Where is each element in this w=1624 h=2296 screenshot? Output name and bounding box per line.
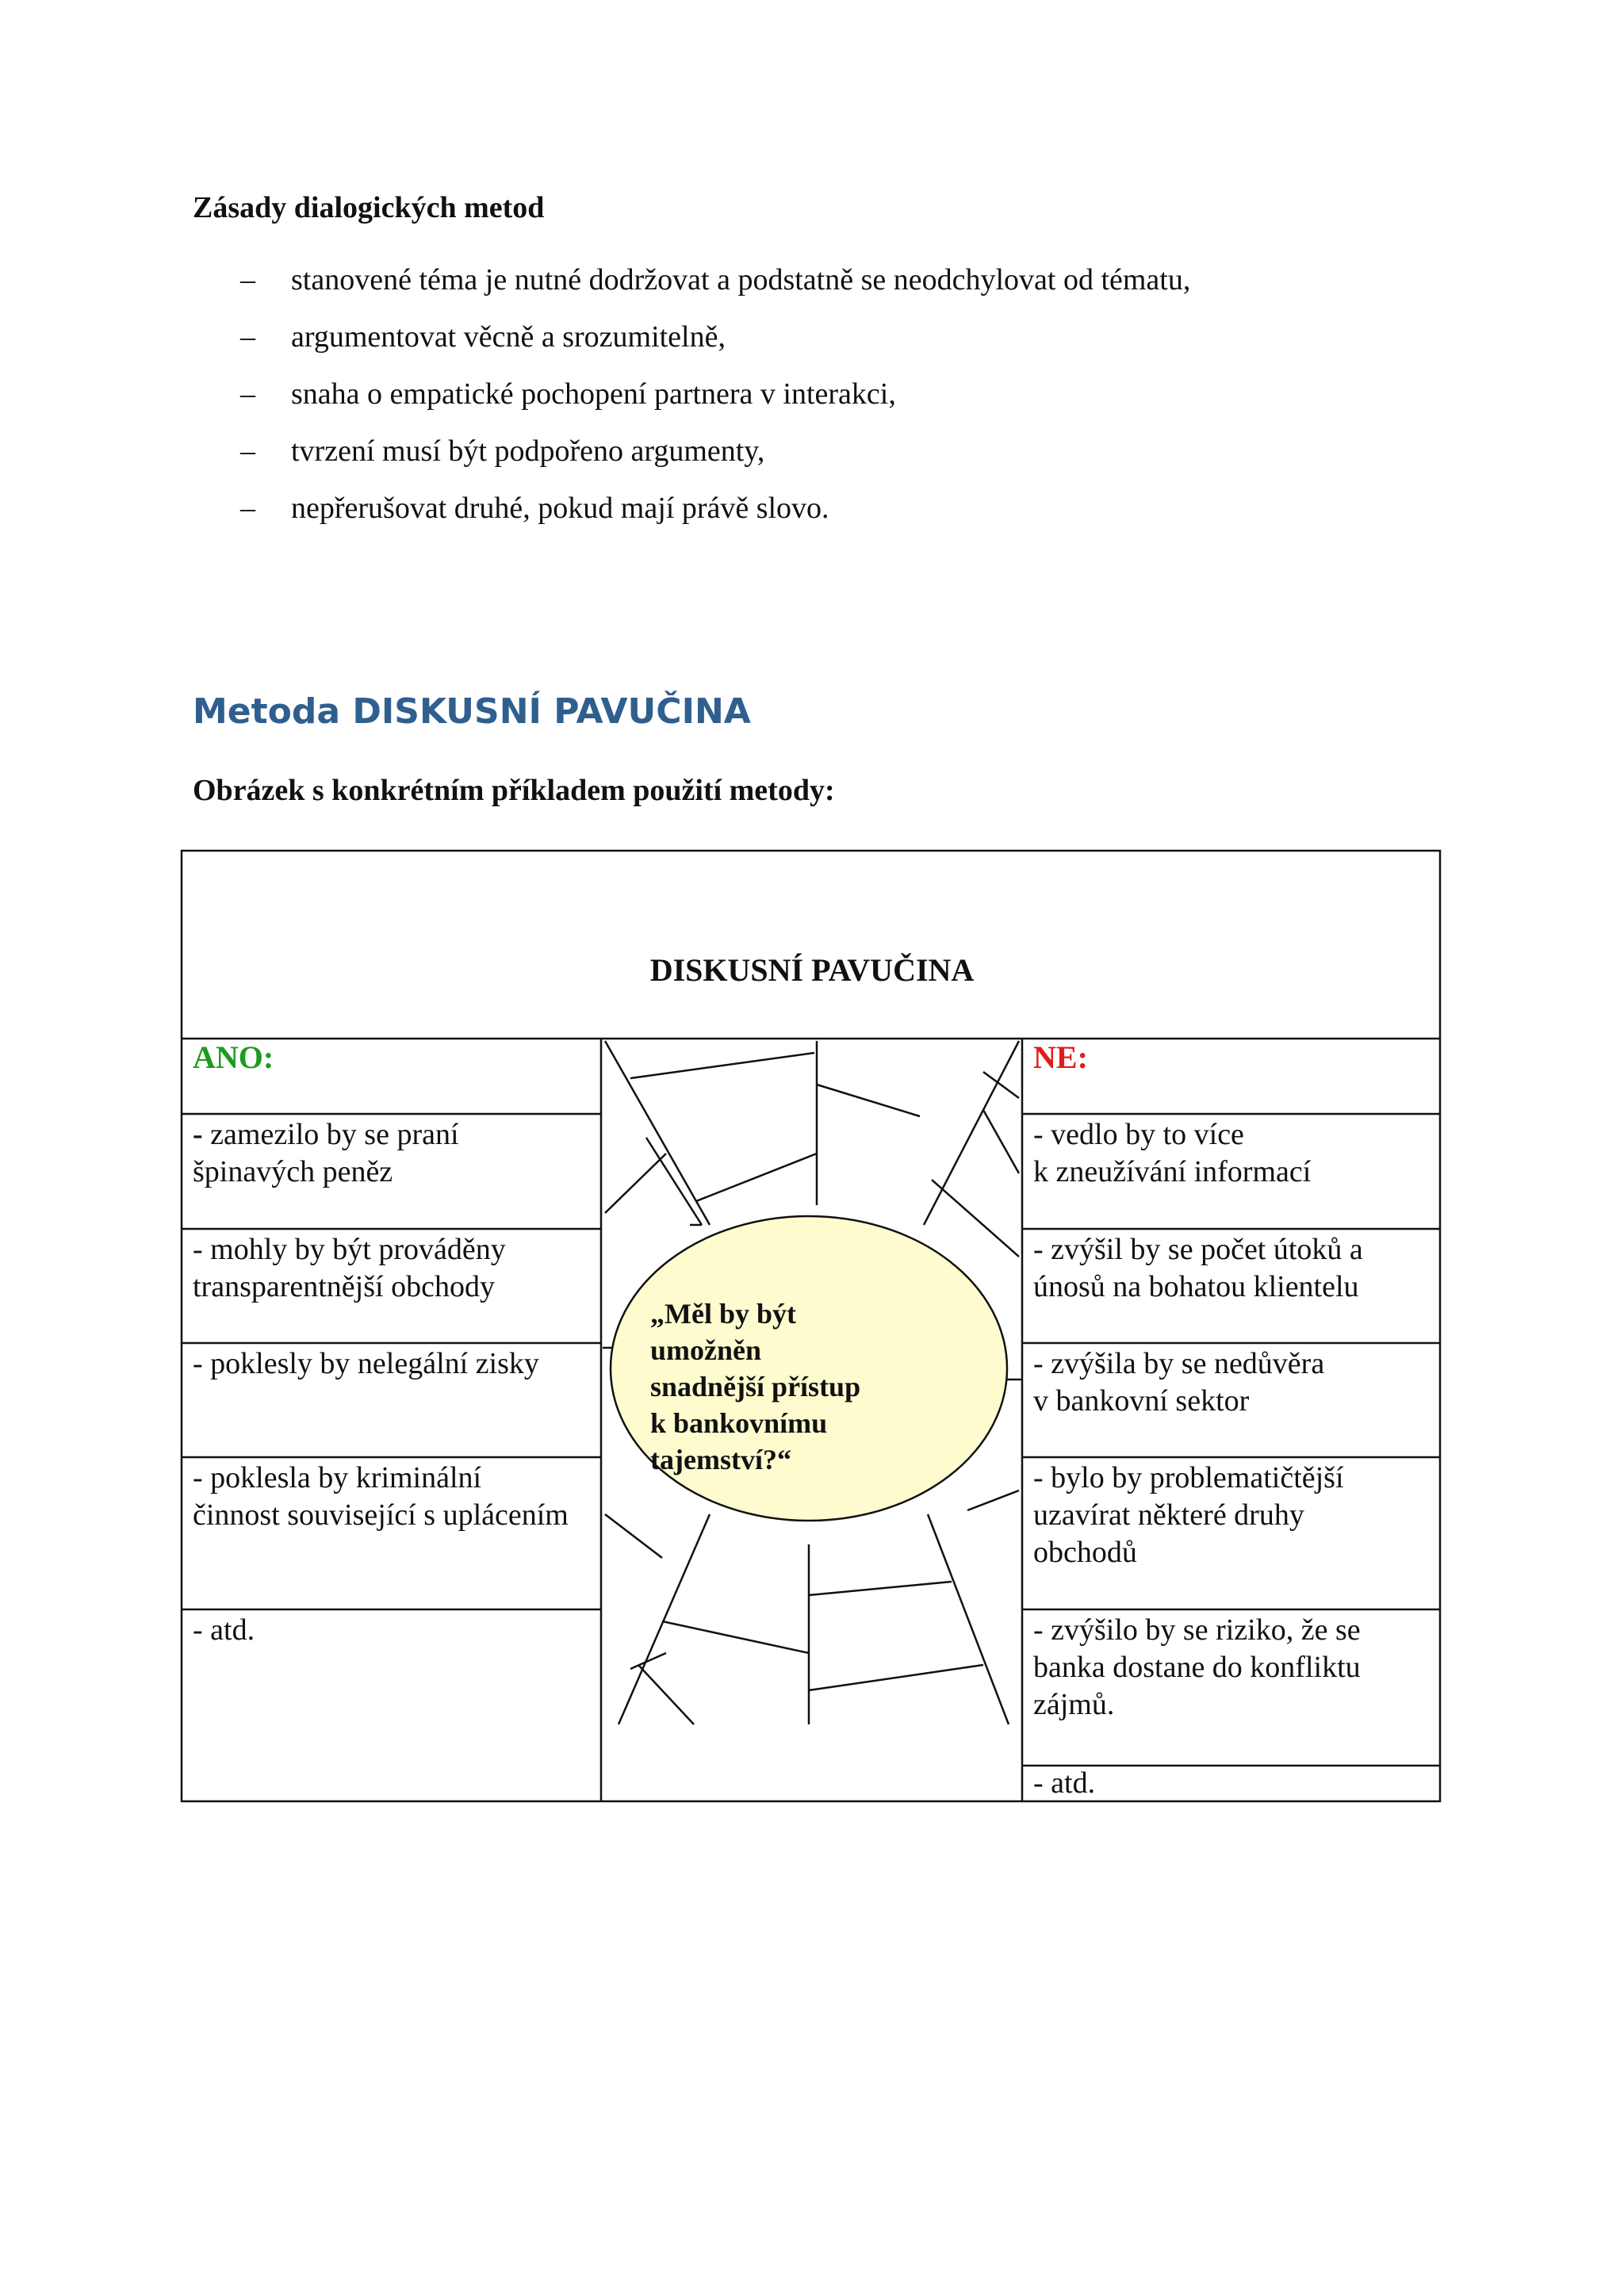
argument-line: činnost související s uplácením (193, 1498, 569, 1532)
argument-line: únosů na bohatou klientelu (1033, 1270, 1359, 1303)
argument-line: uzavírat některé druhy (1033, 1498, 1304, 1532)
argument-line: banka dostane do konfliktu (1033, 1651, 1361, 1684)
list-item-text: tvrzení musí být podpořeno argumenty, (291, 434, 765, 468)
argument-line: - poklesla by kriminální (193, 1461, 482, 1494)
argument-line: špinavých peněz (193, 1155, 393, 1188)
yes-argument-2 (193, 1231, 506, 1306)
yes-argument-5 (193, 1612, 255, 1649)
question-line: tajemství?“ (650, 1444, 791, 1475)
section-title: Metoda DISKUSNÍ PAVUČINA (193, 691, 751, 732)
bullet-dash: – (240, 377, 255, 411)
bullet-dash: – (240, 492, 255, 525)
question-line: umožněn (650, 1334, 762, 1366)
list-item-text: argumentovat věcně a srozumitelně, (291, 320, 726, 354)
argument-line: - zvýšilo by se riziko, že se (1033, 1613, 1361, 1647)
no-argument-1 (1033, 1116, 1311, 1191)
argument-line: k zneužívání informací (1033, 1155, 1312, 1188)
yes-argument-1 (193, 1116, 459, 1191)
list-item-text: snaha o empatické pochopení partnera v interakci, (291, 377, 896, 411)
argument-line: - poklesly by nelegální zisky (193, 1347, 539, 1380)
no-argument-3 (1033, 1345, 1324, 1420)
argument-line: - zvýšil by se počet útoků a (1033, 1233, 1363, 1266)
bullet-dash: – (240, 263, 255, 297)
argument-line: transparentnější obchody (193, 1270, 495, 1303)
no-argument-5 (1033, 1612, 1361, 1724)
argument-line: - atd. (193, 1613, 255, 1647)
no-argument-4 (1033, 1460, 1344, 1571)
yes-argument-3 (193, 1345, 539, 1383)
question-line: k bankovnímu (650, 1407, 828, 1439)
argument-line: zájmů. (1033, 1688, 1115, 1721)
argument-line: obchodů (1033, 1536, 1137, 1569)
diagram-title: DISKUSNÍ PAVUČINA (649, 952, 975, 988)
list-item-text: stanovené téma je nutné dodržovat a podstatně se neodchylovat od tématu, (291, 263, 1191, 297)
bullet-dash: – (240, 434, 255, 468)
argument-line: v bankovní sektor (1033, 1384, 1250, 1418)
argument-line: - zvýšila by se nedůvěra (1033, 1347, 1325, 1380)
figure-caption: Obrázek s konkrétním příkladem použití metody: (193, 774, 835, 807)
no-argument-6 (1033, 1765, 1095, 1802)
argument-line: - vedlo by to více (1033, 1118, 1244, 1151)
principles-heading: Zásady dialogických metod (193, 191, 545, 224)
question-line: snadnější přístup (650, 1371, 861, 1402)
argument-line: - atd. (1033, 1766, 1096, 1800)
yes-argument-4 (193, 1460, 569, 1534)
question-line: „Měl by být (650, 1298, 796, 1330)
no-column-heading: NE: (1033, 1039, 1088, 1075)
bullet-dash: – (240, 320, 255, 354)
list-item-text: nepřerušovat druhé, pokud mají právě slovo. (291, 492, 829, 525)
yes-column-heading: ANO: (193, 1039, 274, 1075)
argument-line: - zamezilo by se praní (193, 1118, 459, 1151)
argument-line: - bylo by problematičtější (1033, 1461, 1344, 1494)
central-question (650, 1295, 904, 1478)
argument-line: - mohly by být prováděny (193, 1233, 506, 1266)
no-argument-2 (1033, 1231, 1363, 1306)
